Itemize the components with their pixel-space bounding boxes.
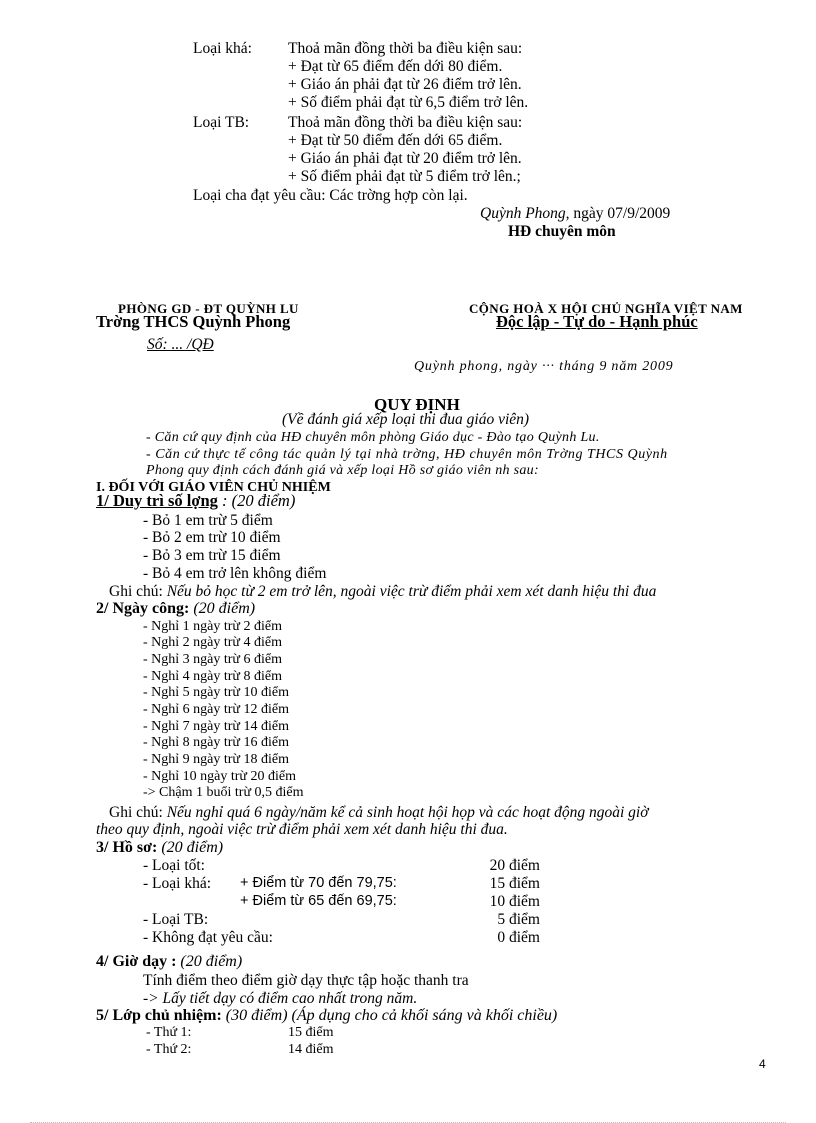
s5-row-2-label: - Thứ 2: xyxy=(146,1042,192,1057)
s2-item-2: - Nghỉ 2 ngày trừ 4 điểm xyxy=(143,635,283,650)
page-subtitle: (Về đánh giá xếp loại thi đua giáo viên) xyxy=(282,411,530,428)
signing-day: ngày 07/9/2009 xyxy=(573,205,671,222)
s2-item-4: - Nghỉ 4 ngày trừ 8 điểm xyxy=(143,669,283,684)
page-title: QUY ĐỊNH xyxy=(374,395,460,414)
kha-line-1: Thoả mãn đồng thời ba điều kiện sau: xyxy=(288,40,523,57)
s3-title: 3/ Hồ sơ: xyxy=(96,839,158,856)
s2-item-11: -> Chậm 1 buổi trừ 0,5 điểm xyxy=(143,785,304,800)
s3-row-1-score: 20 điểm xyxy=(489,857,540,874)
signing-date xyxy=(480,205,670,222)
basis-line-3: Phong quy định cách đánh giá và xếp loại Hồ sơ giáo viên nh sau: xyxy=(146,463,539,478)
tb-line-2: + Đạt từ 50 điểm đến dới 65 điểm. xyxy=(288,132,503,149)
s1-note-text: Nếu bỏ học từ 2 em trở lên, ngoài việc trừ điểm phải xem xét danh hiệu thi đua xyxy=(166,583,657,600)
s1-item-3: - Bỏ 3 em trừ 15 điểm xyxy=(143,547,281,564)
s3-points: (20 điểm) xyxy=(161,839,224,856)
section-heading: I. ĐỐI VỚI GIÁO VIÊN CHỦ NHIỆM xyxy=(96,480,331,495)
s3-row-1-label: - Loại tốt: xyxy=(143,857,205,874)
s1-item-4: - Bỏ 4 em trở lên không điểm xyxy=(143,565,327,582)
s5-points: (30 điểm) (Áp dụng cho cả khối sáng và khối chiều) xyxy=(225,1007,558,1024)
s2-item-10: - Nghỉ 10 ngày trừ 20 điểm xyxy=(143,769,297,784)
s3-row-3-detail: + Điểm từ 65 đến 69,75: xyxy=(240,893,397,909)
s2-note-label: Ghi chú: xyxy=(109,804,163,821)
tb-label: Loại TB: xyxy=(193,114,250,131)
s3-row-4-label: - Loại TB: xyxy=(143,911,209,928)
s2-item-3: - Nghỉ 3 ngày trừ 6 điểm xyxy=(143,652,283,667)
s3-row-4-score: 5 điểm xyxy=(497,911,540,928)
s1-points: : (20 điểm) xyxy=(217,491,296,510)
basis-line-2: - Căn cứ thực tế công tác quản lý tại nhà trờng, HĐ chuyên môn Trờng THCS Quỳnh xyxy=(146,447,668,462)
tb-line-1: Thoả mãn đồng thời ba điều kiện sau: xyxy=(288,114,523,131)
s2-heading xyxy=(96,600,255,617)
cha-line: Loại cha đạt yêu cầu: Các trờng hợp còn lại. xyxy=(193,187,468,204)
s3-row-2-label: - Loại khá: xyxy=(143,875,212,892)
s2-points: (20 điểm) xyxy=(193,600,256,617)
s5-row-1-score: 15 điểm xyxy=(288,1025,334,1040)
s5-row-1-label: - Thứ 1: xyxy=(146,1025,192,1040)
kha-line-4: + Số điểm phải đạt từ 6,5 điểm trở lên. xyxy=(288,94,529,111)
s2-item-1: - Nghỉ 1 ngày trừ 2 điểm xyxy=(143,619,283,634)
kha-label: Loại khá: xyxy=(193,40,252,57)
s4-title: 4/ Giờ dạy : xyxy=(96,953,177,970)
s4-points: (20 điểm) xyxy=(180,953,243,970)
dept-name: PHÒNG GD - ĐT QUỲNH LU xyxy=(118,301,299,316)
s4-heading xyxy=(96,953,242,970)
tb-line-3: + Giáo án phải đạt từ 20 điểm trở lên. xyxy=(288,150,522,167)
s2-title: 2/ Ngày công: xyxy=(96,600,190,617)
s1-note xyxy=(109,583,656,600)
basis-line-1: - Căn cứ quy định của HĐ chuyên môn phòng Giáo dục - Đào tạo Quỳnh Lu. xyxy=(146,430,600,445)
s1-note-label: Ghi chú: xyxy=(109,583,163,600)
s3-row-2-detail: + Điểm từ 70 đến 79,75: xyxy=(240,875,397,891)
signer: HĐ chuyên môn xyxy=(508,223,616,240)
s2-item-7: - Nghỉ 7 ngày trừ 14 điểm xyxy=(143,719,290,734)
s5-heading xyxy=(96,1007,557,1024)
decision-number: Số: ... /QĐ xyxy=(147,336,214,353)
school-name: Trờng THCS Quỳnh Phong xyxy=(96,312,291,331)
country-name: CỘNG HOÀ X HỘI CHỦ NGHĨA VIỆT NAM xyxy=(469,301,743,316)
s1-title: 1/ Duy trì số lợng xyxy=(96,491,218,510)
issue-date: Quỳnh phong, ngày ··· tháng 9 năm 2009 xyxy=(414,359,674,374)
s4-line-2: -> Lấy tiết dạy có điểm cao nhất trong năm. xyxy=(143,990,418,1007)
s1-item-1: - Bỏ 1 em trừ 5 điểm xyxy=(143,512,273,529)
s3-row-5-label: - Không đạt yêu cầu: xyxy=(143,929,273,946)
tb-line-4: + Số điểm phải đạt từ 5 điểm trở lên.; xyxy=(288,168,521,185)
s3-row-5-score: 0 điểm xyxy=(497,929,540,946)
s3-row-2-score: 15 điểm xyxy=(489,875,540,892)
kha-line-3: + Giáo án phải đạt từ 26 điểm trở lên. xyxy=(288,76,522,93)
national-motto: Độc lập - Tự do - Hạnh phúc xyxy=(496,312,698,331)
s5-title: 5/ Lớp chủ nhiệm: xyxy=(96,1007,222,1024)
s4-line-1: Tính điểm theo điểm giờ dạy thực tập hoặc thanh tra xyxy=(143,972,469,989)
page-number: 4 xyxy=(759,1057,766,1071)
s2-item-6: - Nghỉ 6 ngày trừ 12 điểm xyxy=(143,702,290,717)
s5-row-2-score: 14 điểm xyxy=(288,1042,334,1057)
signing-place: Quỳnh Phong, xyxy=(480,205,570,222)
s3-row-3-score: 10 điểm xyxy=(489,893,540,910)
s1-heading xyxy=(96,492,295,509)
s2-item-9: - Nghỉ 9 ngày trừ 18 điểm xyxy=(143,752,290,767)
s2-item-5: - Nghỉ 5 ngày trừ 10 điểm xyxy=(143,685,290,700)
s1-item-2: - Bỏ 2 em trừ 10 điểm xyxy=(143,529,281,546)
s2-item-8: - Nghỉ 8 ngày trừ 16 điểm xyxy=(143,735,290,750)
s2-note-text-1: Nếu nghỉ quá 6 ngày/năm kể cả sinh hoạt hội họp và các hoạt động ngoài giờ xyxy=(166,804,649,821)
s2-note xyxy=(109,804,649,821)
s2-note-text-2: theo quy định, ngoài việc trừ điểm phải xem xét danh hiệu thi đua. xyxy=(96,821,508,838)
kha-line-2: + Đạt từ 65 điểm đến dới 80 điểm. xyxy=(288,58,503,75)
s3-heading xyxy=(96,839,223,856)
